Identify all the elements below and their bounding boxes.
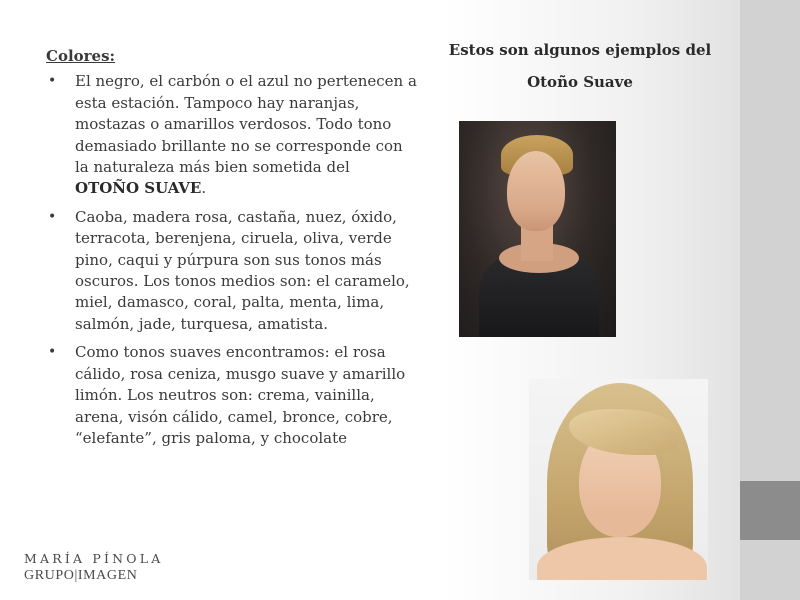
- bullet-dot-icon: •: [48, 344, 57, 361]
- bullet-dot-icon: •: [48, 73, 57, 90]
- example-photo-2: [529, 379, 708, 580]
- examples-title: [440, 34, 720, 98]
- examples-title-line-1: Estos son algunos ejemplos del: [448, 41, 712, 59]
- colors-bullet-list: [46, 71, 418, 449]
- side-accent-block: [740, 481, 800, 540]
- bullet-text: El negro, el carbón o el azul no pertenecen a esta estación. Tampoco hay naranjas, mostazas o amarillos verdosos. Todo tono demasiado brillante no se corresponde con la naturaleza más bien sometida del: [75, 72, 417, 177]
- logo-line-2: GRUPO|IMAGEN: [24, 568, 138, 583]
- colors-heading: Colores:: [46, 47, 116, 65]
- bullet-dot-icon: •: [48, 208, 57, 225]
- bullet-text: Caoba, madera rosa, castaña, nuez, óxido, terracota, berenjena, ciruela, oliva, verde pino, caqui y púrpura son sus tonos más oscuros. Los tonos medios son: el caramelo, miel, damasco, coral, palta, menta, lima, salmón, jade, turquesa, amatista.: [75, 207, 410, 333]
- logo-line-1: MARÍA PÍNOLA: [24, 551, 164, 566]
- bullet-item: [46, 342, 418, 449]
- bullet-text: Como tonos suaves encontramos: el rosa cálido, rosa ceniza, musgo suave y amarillo limón. Los neutros son: crema, vainilla, arena, visón cálido, camel, bronce, cobre, “elefante”, gris paloma, y chocolate: [75, 343, 406, 447]
- colors-text-column: [46, 46, 418, 456]
- maria-pinola-logo: [24, 551, 184, 585]
- bullet-item: [46, 71, 418, 199]
- photo-face-shape: [507, 151, 565, 231]
- bullet-suffix: .: [201, 179, 207, 198]
- examples-title-line-2: Otoño Suave: [527, 73, 633, 91]
- example-photo-1: [459, 121, 616, 337]
- bullet-item: [46, 207, 418, 335]
- otono-suave-emphasis: OTOÑO SUAVE: [75, 179, 202, 198]
